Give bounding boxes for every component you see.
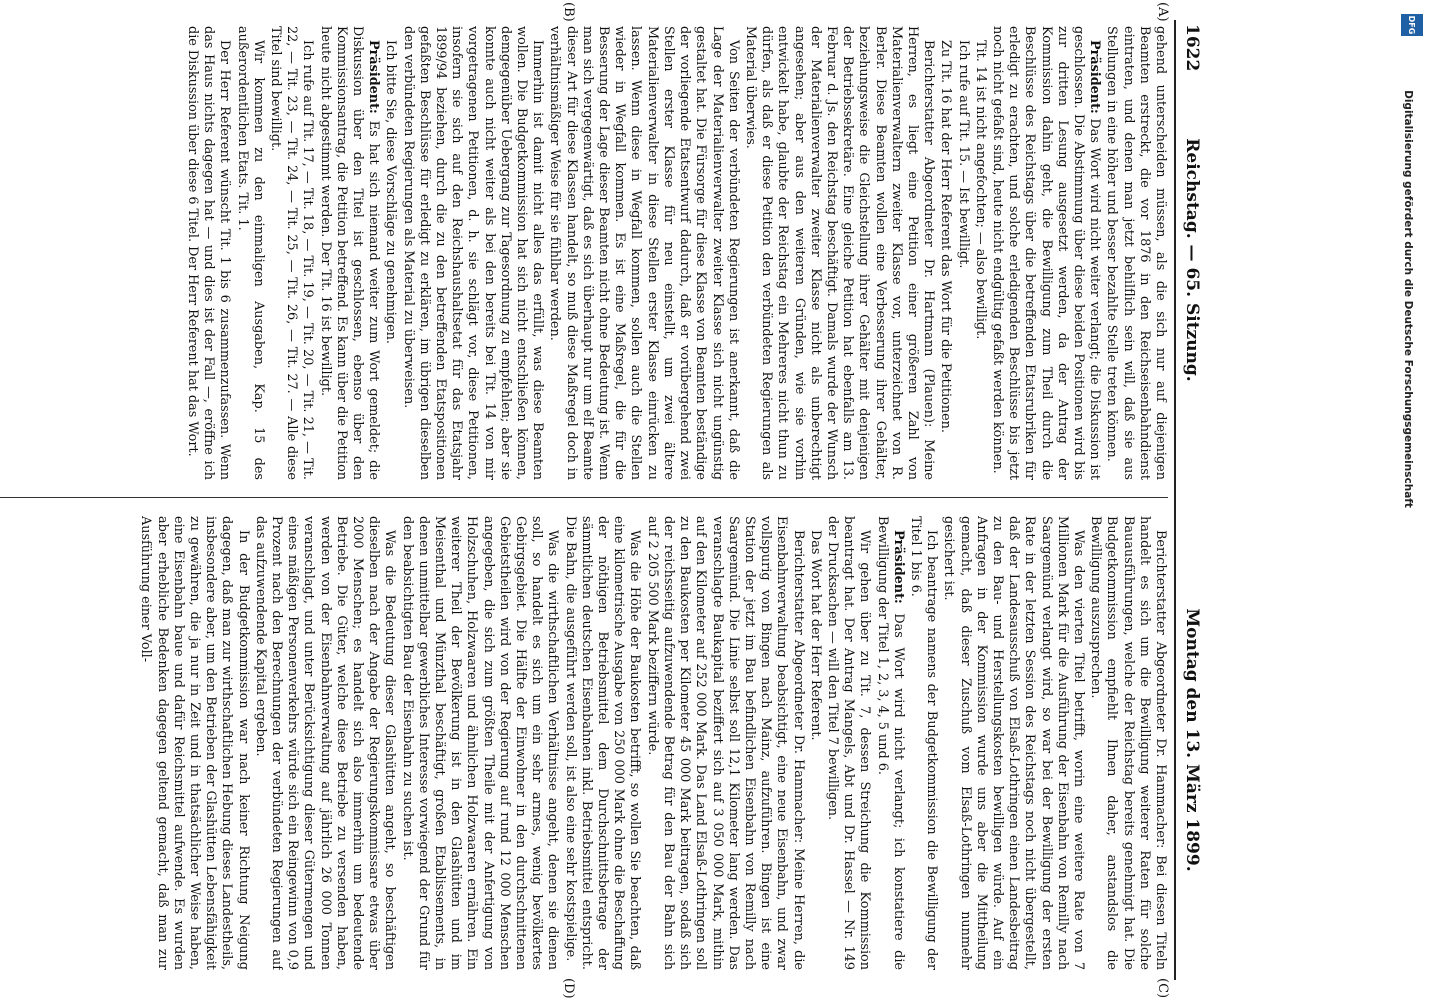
paragraph-text: Wir gehen über zu Tit. 7, dessen Streichung die Kommission beantragt hat. Der Antrag Mangels, Abt und Dr. Hassel — Nr. 149 der Drucksachen — will den Titel 7 bewilligen. bbox=[824, 516, 873, 970]
session-title: Reichstag. — 65. Sitzung. bbox=[1182, 138, 1202, 382]
paragraph bbox=[184, 26, 233, 480]
paragraph-text: Wir kommen zu den einmaligen Ausgaben, Kap. 15 des außerordentlichen Etats. Tit. 1. bbox=[234, 26, 266, 480]
margin-mark-d: (D) bbox=[561, 978, 576, 999]
paragraph-text: Der Herr Referent wünscht Tit. 1 bis 6 zusammenzufassen. Wenn das Haus nichts dagegen hat — und dies ist der Fall —, eröffne ich die Diskussion über diese 6 Titel. Der Herr Referent hat das Wort. bbox=[185, 26, 233, 480]
paragraph-text: Es hat sich niemand weiter zum Wort gemeldet; die Diskussion über den Titel ist geschlossen, ebenso über den Kommissionsantrag, die Petition betreffend. Es kann über die Petition heute nicht abgestimmt werden. Der Tit. 16 ist bewilligt. bbox=[317, 26, 382, 480]
margin-mark-a: (A) bbox=[1155, 2, 1170, 22]
column-divider bbox=[0, 497, 1168, 498]
paragraph bbox=[233, 26, 265, 480]
paragraph bbox=[644, 516, 806, 970]
paragraph bbox=[972, 26, 988, 480]
paragraph-text: Was den vierten Titel betrifft, worin eine weitere Rate von 7 Millionen Mark für die Ausführung der Eisenbahn von Remilly nach Saargemünd verlangt wird, so war bei der Bewilligung der ersten Rate in der letzten Session des Reichstags noch nicht übergestellt, daß der Landesausschuß von Elsaß-Lothringen einen Landesbeitrag zu den Bau- und Herstellungskosten bewilligen würde. Auf ein Anfragen in der Kommission wurde uns aber die Mittheilung gemacht, daß dieser Zuschuß vom Elsaß-Lothringen nunmehr gesichert ist. bbox=[941, 516, 1086, 970]
paragraph-text: Berichterstatter Abgeordneter Dr. Hammacher: Bei diesen Titeln handelt es sich um die Bewilligung weiterer Raten für solche Bauausführungen, welche der Reichstag bereits genehmigt hat. Die Budgetkommission empfiehlt Ihnen daher, anstandslos die Bewilligung auszusprechen. bbox=[1088, 516, 1168, 970]
paragraph bbox=[954, 26, 970, 480]
paragraph-text: Immerhin ist damit nicht alles das erfüllt, was diese Beamten wollen. Die Budgetkommission hat sich nicht entschließen können, demgegenüber Uebergang zur Tagesordnung zu empfehlen; aber sie konnte auch nicht weiter als bei den bereits bei Tit. 14 von mir vorgetragenen Petitionen, d. h. sie schlägt vor, diese Petitionen, insofern sie sich auf den Reichshaushaltsetat für das Etatsjahr 1899/94 beziehen, durch die zu den betreffenden Etatspositionen gefaßten Beschlüsse für erledigt zu erklären, im übrigen dieselben den verbündeten Regierungen als Material zu überweisen. bbox=[400, 26, 546, 480]
paragraph bbox=[742, 26, 936, 480]
paragraph-text: In der Budgetkommission war nach keiner Richtung Neigung dagegen, daß man zur wirthschaftlichen Hebung dieses Landestheils, insbesondere aber, um den Betrieben der Glashütten Lebensfähigkeit zu gewähren, die ja nur in Zeit und in thatsächlicher Weise haben, eine Eisenbahn baue und dafür Reichsmittel aufwende. Es wurden aber erhebliche Bedenken dagegen geltend gemacht, daß man zur Ausführung einer Voll- bbox=[138, 516, 251, 970]
paragraph-text: Ich beantrage namens der Budgetkommission die Bewilligung der Titel 1 bis 6. bbox=[907, 516, 940, 970]
paragraph bbox=[940, 516, 1086, 970]
text-column-left bbox=[0, 26, 1168, 480]
paragraph bbox=[1103, 26, 1168, 480]
paragraph bbox=[989, 26, 1102, 480]
text-column-right bbox=[0, 516, 1168, 970]
paragraph-text: Was die Höhe der Baukosten betrifft, so wollen Sie beachten, daß eine kilometrische Ausgabe von 250 000 Mark ohne die Beschaffung der nöthigen Betriebsmittel dem Durchschnittsbetrage der sämmtlichen deutschen Eisenbahnen inkl. Betriebsmittel entspricht. Die Bahn, die ausgeführt werden soll, ist also eine sehr kostspielige. bbox=[562, 516, 643, 970]
paragraph bbox=[824, 516, 873, 970]
page-number: 1622 bbox=[1182, 24, 1202, 72]
paragraph-text: Was die Bedeutung dieser Glashütten angeht, so beschäftigen dieselben nach der Angabe der Regierungskommissare etwas über 2000 Menschen; es handelt sich also immerhin um bedeutende Betriebe. Die Güter, welche diese Betriebe zu versenden haben, werden von der Eisenbahnverwaltung auf jährlich 26 000 Tonnen veranschlagt, und unter Berücksichtigung dieser Gütermengen und eines mäßigen Personenverkehrs würde sich ein Reingewinn von 0,9 Prozent nach den Berechnungen der verbündeten Regierungen auf das aufzuwendende Kapital ergeben. bbox=[252, 516, 398, 970]
speaker-label: Präsident: bbox=[1087, 40, 1103, 114]
paragraph bbox=[1087, 516, 1168, 970]
paragraph bbox=[398, 516, 560, 970]
paragraph bbox=[561, 516, 642, 970]
paragraph-text: Berichterstatter Abgeordneter Dr. Hammacher: Meine Herren, die Eisenbahnverwaltung beabsichtigt, eine neue Eisenbahn, und zwar vollspurig von Bingen nach Mainz, aufzuführen. Bingen ist eine Station der jetzt im Bau befindlichen Eisenbahn von Remilly nach Saargemünd. Die Linie selbst soll 12,1 Kilometer lang werden. Das veranschlagte Baukapital beziffert sich auf 3 050 000 Mark, mithin auf den Kilometer auf 252 000 Mark. Das Land Elsaß-Lothringen soll zu den Baukosten per Kilometer 45 000 Mark beitragen, sodaß sich der reichsseitig aufzuwendende Betrag für den Bau der Bahn sich auf 2 205 500 Mark beziffern würde. bbox=[644, 516, 806, 970]
dfg-logo: DFG bbox=[1401, 14, 1423, 36]
digitization-footer bbox=[1402, 20, 1416, 580]
margin-mark-c: (C) bbox=[1155, 978, 1170, 999]
paragraph bbox=[382, 26, 398, 480]
paragraph-text: Ich rufe auf Tit. 15. — Ist bewilligt. bbox=[955, 40, 971, 269]
digitization-note: Digitalisierung gefördert durch die Deutsche Forschungsgemeinschaft bbox=[1402, 90, 1414, 508]
paragraph-text: Das Wort wird nicht verlangt; ich konstatiere die Bewilligung der Titel 1, 2, 3, 4, 5 und 6. bbox=[874, 516, 906, 970]
paragraph bbox=[399, 26, 545, 480]
paragraph bbox=[937, 26, 953, 480]
paragraph bbox=[907, 516, 939, 970]
paragraph-text: Zu Tit. 16 hat der Herr Referent das Wort für die Petitionen. bbox=[938, 40, 954, 433]
paragraph bbox=[807, 516, 823, 970]
page-header bbox=[1174, 20, 1204, 980]
paragraph bbox=[267, 26, 316, 480]
paragraph-text: Ich rufe auf Tit. 17, — Tit. 18, — Tit. 19, — Tit. 20, — Tit. 21, — Tit. 22, — Tit. 23, — Tit. 24, — Tit. 25, — Tit. 26, — Tit. 27. — Alle diese Titel sind bewilligt. bbox=[268, 26, 316, 480]
paragraph-text: Von Seiten der verbündeten Regierungen ist anerkannt, daß die Lage der Materialienverwalter zweiter Klasse sich nicht ungünstig gestaltet hat. Die Fürsorge für diese Klasse von Beamten beständige der vorliegende Etatsentwurf dadurch, daß er vorübergehend zwei Stellen erster Klasse für neu einstellt, um zwei ältere Materialienverwalter in diese Stellen erster Klasse einrücken zu lassen. Wenn diese in Wegfall kommen, sollen auch die Stellen wieder in Wegfall kommen. Es ist eine Maßregel, die für die Besserung der Lage dieser Beamten nicht ohne Bedeutung ist. Wenn man sich vergegenwärtigt, daß es sich überhaupt nur um elf Beamte dieser Art für diese Klassen handelt, so muß diese Maßregel doch in verhältnismäßiger Weise für sie fühlbar werden. bbox=[547, 26, 741, 480]
paragraph-text: Was die wirthschaftlichen Verhältnisse angeht, denen sie dienen soll, so handelt es sich um ein sehr armes, wenig bevölkertes Gebirgsgebiet. Die Hälfte der Einwohner in den durchschnittenen Gebietstheilen wird von der Regierung auf rund 12 000 Menschen angegeben, die sich zum größten Theile mit der Anfertigung von Holzschuhen, Holzwaaren und ähnlichen Holzwaaren ernähren. Ein weiterer Theil der Bevölkerung ist in den Glashütten und im Meisenthal und Münzthal beschäftigt, großen Etablissements, in denen unmittelbar gewerbliches Interesse vorwiegend der Grund für den beabsichtigten Bau der Eisenbahn zu suchen ist. bbox=[399, 516, 561, 970]
speaker-label: Präsident: bbox=[366, 40, 382, 114]
margin-mark-b: (B) bbox=[561, 2, 576, 22]
session-date: Montag den 13. März 1899. bbox=[1182, 608, 1202, 872]
paragraph-text: Das Wort hat der Herr Referent. bbox=[807, 530, 823, 741]
speaker-label: Präsident: bbox=[890, 530, 906, 604]
paragraph-text: Ich bitte Sie, diese Vorschläge zu genehmigen. bbox=[383, 40, 399, 344]
paragraph-text: gehend unterscheiden müssen, als die sich nur auf diejenigen Beamten erstreckt, die vor 1876 in den Reichseisenbahndienst eintraten, und denen man jetzt behilflich sein will, daß sie aus Stellungen in eine höher und besser bezahlte Stelle treten können. bbox=[1104, 26, 1168, 480]
paragraph bbox=[546, 26, 740, 480]
paragraph-text: Berichterstatter Abgeordneter Dr. Hartmann (Plauen): Meine Herren, es liegt eine Petition einer größeren Zahl von Materialienverwaltern zweiter Klasse vor, unterzeichnet von R. Berler. Diese Beamten wollen eine Verbesserung ihrer Gehälter, beziehungsweise die Gleichstellung ihrer Gehälter mit denjenigen der Betriebssekretäre. Eine gleiche Petition hat ebenfalls am 13. Februar d. Js. den Reichstag beschäftigt. Damals wurde der Wunsch der Materialienverwalter zweiter Klasse nicht als unberechtigt angesehen; aber aus den weiteren Gründen, wie sie vorhin entwickelt habe, glaubte der Reichstag ein Mehreres nicht thun zu dürfen, als daß er diese Petition den verbündeten Regierungen als Material überwies. bbox=[742, 26, 937, 480]
paragraph bbox=[873, 516, 905, 970]
paragraph bbox=[316, 26, 381, 480]
paragraph bbox=[137, 516, 250, 970]
paragraph bbox=[252, 516, 398, 970]
paragraph-text: Das Wort wird nicht weiter verlangt; die Diskussion ist geschlossen. Die Abstimmung über diese beiden Positionen wird bis zur dritten Lesung ausgesetzt werden, da der Antrag der Kommission dahin geht, die Bewilligung zum Theil durch die Beschlüsse des Reichstags über die betreffenden Etatsrubriken für erledigt zu erachten, und solche erledigenden Beschlüsse bis jetzt noch nicht gefaßt sind, heute nicht endgültig gefaßt werden können. bbox=[989, 26, 1103, 480]
paragraph-text: Tit. 14 ist nicht angefochten; — also bewilligt. bbox=[972, 40, 988, 340]
